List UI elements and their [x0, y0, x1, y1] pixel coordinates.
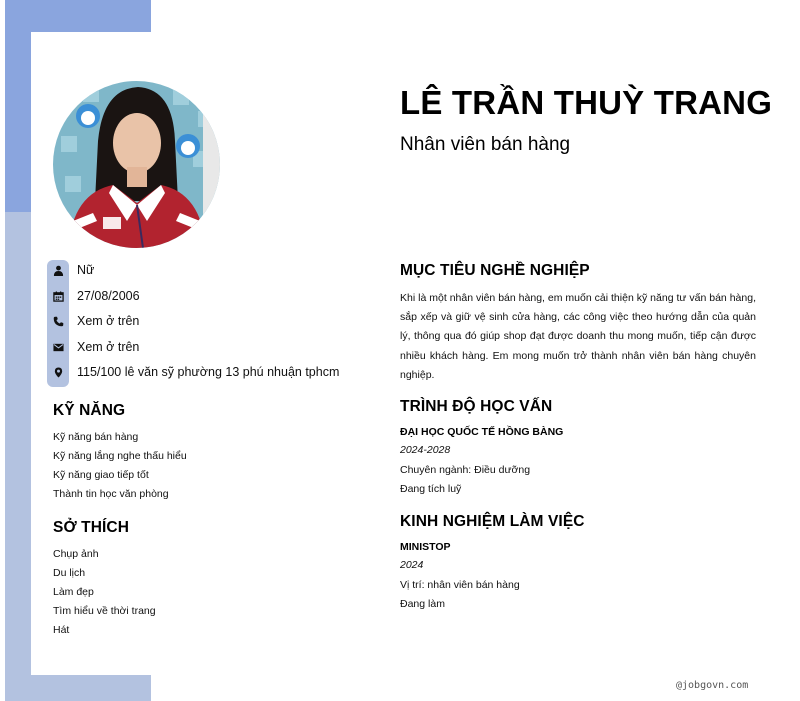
experience-position: Vị trí: nhân viên bán hàng [400, 579, 520, 591]
experience-status: Đang làm [400, 598, 445, 610]
candidate-role: Nhân viên bán hàng [400, 134, 571, 155]
hobby-item: Hát [53, 624, 70, 636]
education-title: TRÌNH ĐỘ HỌC VẤN [400, 398, 553, 415]
hobbies-title: SỞ THÍCH [53, 519, 130, 536]
skill-item: Kỹ năng bán hàng [53, 431, 139, 443]
education-school: ĐẠI HỌC QUỐC TẾ HỒNG BÀNG [400, 426, 564, 438]
contact-email-text: Xem ở trên [77, 340, 140, 354]
contact-birthdate [47, 286, 140, 306]
skill-item: Thành tin học văn phòng [53, 488, 169, 500]
hobby-item: Làm đẹp [53, 586, 94, 598]
contact-address-text: 115/100 lê văn sỹ phường 13 phú nhuận tphcm [77, 365, 340, 379]
experience-company: MINISTOP [400, 541, 451, 553]
candidate-name: LÊ TRẦN THUỲ TRANG [400, 84, 773, 121]
objective-text: Khi là một nhân viên bán hàng, em muốn cải thiện kỹ năng tư vấn bán hàng, sắp xếp và giữ vệ sinh cửa hàng, các công việc theo hướng dẫn của quản lý, thông qua đó giúp shop đạt được doanh thu mong muốn, tiếp cận được nhiều khách hàng. Em mong muốn trở thành nhân viên bán hàng chuyên nghiệp. [400, 292, 756, 381]
contact-email [47, 337, 139, 357]
contact-phone-text: Xem ở trên [77, 314, 140, 328]
mail-icon [47, 337, 69, 357]
person-icon [47, 260, 69, 280]
education-period: 2024-2028 [400, 444, 451, 456]
profile-photo-illustration [53, 81, 220, 248]
contact-birthdate-text: 27/08/2006 [77, 289, 140, 303]
objective-title: MỤC TIÊU NGHỀ NGHIỆP [400, 262, 590, 279]
profile-photo [53, 81, 220, 248]
experience-period: 2024 [400, 559, 424, 571]
contact-gender [47, 260, 94, 280]
hobby-item: Chụp ảnh [53, 548, 99, 560]
watermark: @jobgovn.com [676, 680, 749, 691]
skills-title: KỸ NĂNG [53, 402, 126, 419]
contact-phone [47, 311, 139, 331]
contact-address [47, 362, 339, 382]
experience-title: KINH NGHIỆM LÀM VIỆC [400, 513, 585, 530]
hobby-item: Du lịch [53, 567, 86, 579]
location-pin-icon [47, 362, 69, 382]
skill-item: Kỹ năng lắng nghe thấu hiểu [53, 450, 187, 462]
education-major: Chuyên ngành: Điều dưỡng [400, 464, 531, 476]
calendar-icon [47, 286, 69, 306]
hobby-item: Tìm hiểu về thời trang [53, 605, 156, 617]
skill-item: Kỹ năng giao tiếp tốt [53, 469, 149, 481]
phone-icon [47, 311, 69, 331]
education-status: Đang tích luỹ [400, 483, 462, 495]
contact-gender-text: Nữ [77, 263, 95, 277]
